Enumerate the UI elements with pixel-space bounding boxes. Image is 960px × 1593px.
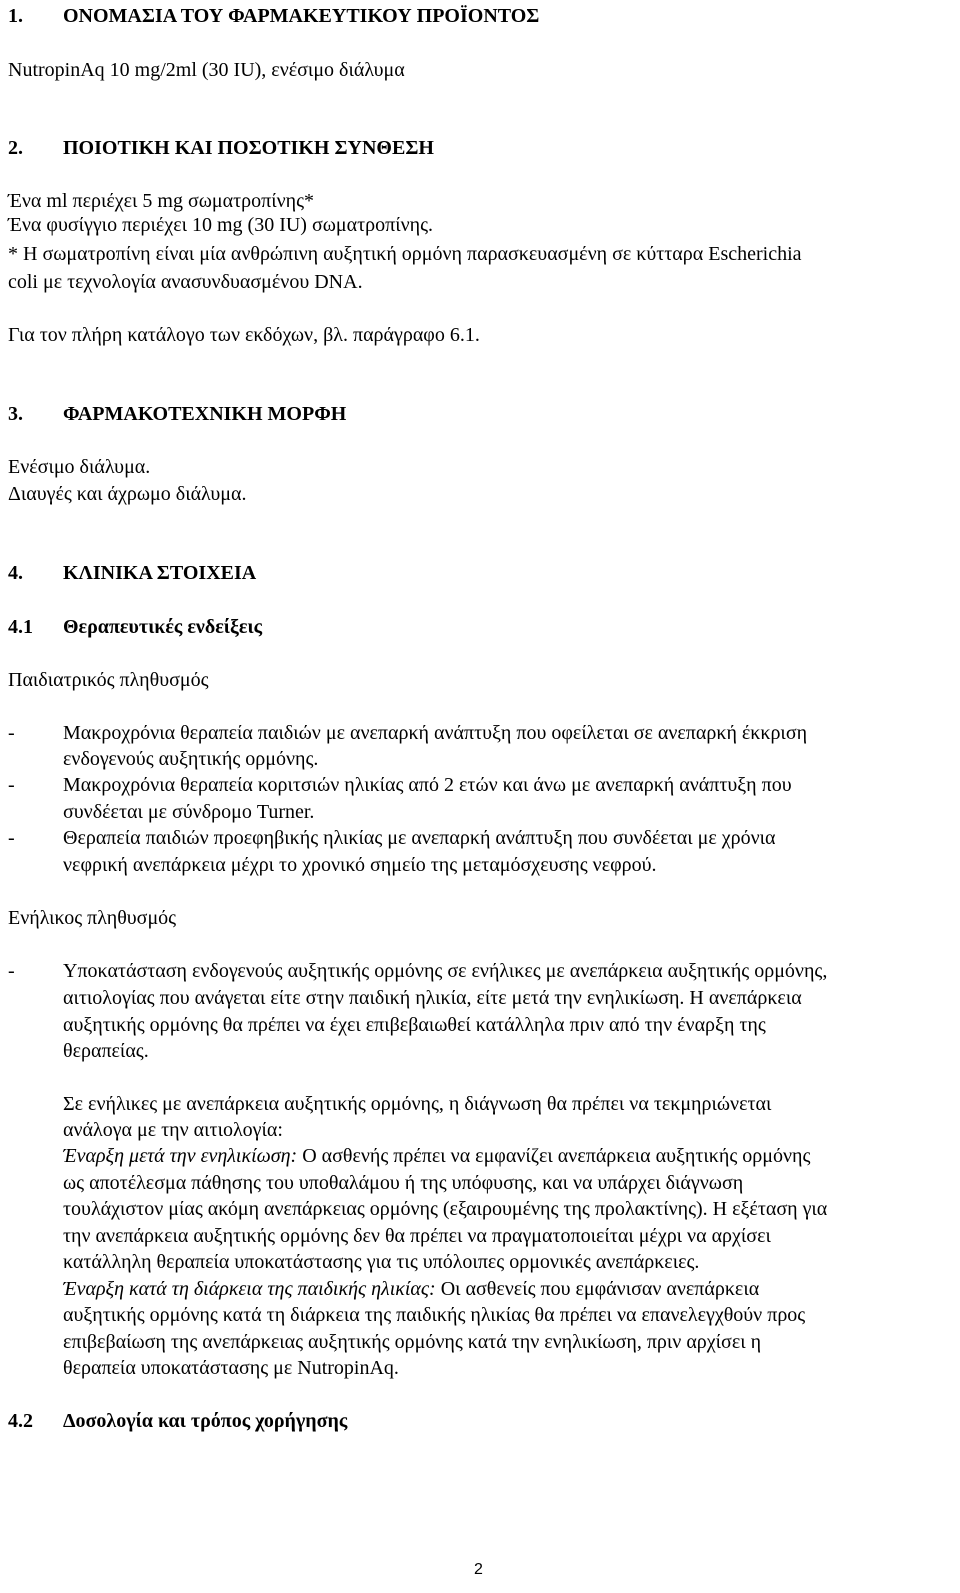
child-onset-line <box>63 1277 759 1301</box>
list-item-line: Μακροχρόνια θεραπεία παιδιών με ανεπαρκή ανάπτυξη που οφείλεται σε ανεπαρκή έκκριση <box>63 722 808 744</box>
list-dash: - <box>8 960 15 982</box>
composition-line: coli με τεχνολογία ανασυνδυασμένου DNA. <box>8 271 363 293</box>
adult-onset-line: κατάλληλη θεραπεία υποκατάστασης για τις υπόλοιπες ορμονικές ανεπάρκειες. <box>63 1251 700 1273</box>
excipients-note: Για τον πλήρη κατάλογο των εκδόχων, βλ. παράγραφο 6.1. <box>8 324 480 346</box>
child-onset-text: Οι ασθενείς που εμφάνισαν ανεπάρκεια <box>435 1278 760 1300</box>
section-4-heading: ΚΛΙΝΙΚΑ ΣΤΟΙΧΕΙΑ <box>63 562 257 584</box>
list-item-line: συνδέεται με σύνδρομο Turner. <box>63 801 315 823</box>
child-onset-label: Έναρξη κατά τη διάρκεια της παιδικής ηλικίας: <box>63 1278 436 1300</box>
form-line: Διαυγές και άχρωμο διάλυμα. <box>8 483 247 505</box>
list-item-line: θεραπείας. <box>63 1040 149 1062</box>
section-3-heading: ΦΑΡΜΑΚΟΤΕΧΝΙΚΗ ΜΟΡΦΗ <box>63 403 347 425</box>
adult-title: Ενήλικος πληθυσμός <box>8 907 177 929</box>
section-3-number: 3. <box>8 403 23 425</box>
child-onset-line: επιβεβαίωση της ανεπάρκειας αυξητικής ορμόνης κατά την ενηλικίωση, πριν αρχίσει η <box>63 1331 762 1353</box>
list-item-line: Μακροχρόνια θεραπεία κοριτσιών ηλικίας από 2 ετών και άνω με ανεπαρκή ανάπτυξη που <box>63 774 792 796</box>
section-4-1-number: 4.1 <box>8 616 33 638</box>
page-number: 2 <box>474 1561 483 1578</box>
list-item-line: αυξητικής ορμόνης θα πρέπει να έχει επιβεβαιωθεί κατάλληλα πριν από την έναρξη της <box>63 1014 766 1036</box>
composition-line: Ένα φυσίγγιο περιέχει 10 mg (30 IU) σωματροπίνης. <box>8 214 434 236</box>
list-item-line: ενδογενούς αυξητικής ορμόνης. <box>63 748 319 770</box>
child-onset-line: αυξητικής ορμόνης κατά τη διάρκεια της παιδικής ηλικίας θα πρέπει να επανελεγχθούν προς <box>63 1304 806 1326</box>
composition-line: * Η σωματροπίνη είναι μία ανθρώπινη αυξητική ορμόνη παρασκευασμένη σε κύτταρα Escherichia <box>8 243 802 265</box>
diagnosis-intro-line: ανάλογα με την αιτιολογία: <box>63 1119 283 1141</box>
section-2-heading: ΠΟΙΟΤΙΚΗ ΚΑΙ ΠΟΣΟΤΙΚΗ ΣΥΝΘΕΣΗ <box>63 137 434 159</box>
section-4-2-heading: Δοσολογία και τρόπος χορήγησης <box>63 1410 348 1432</box>
adult-onset-line: τουλάχιστον μίας ακόμη ανεπάρκειας ορμόνης (εξαιρουμένης της προλακτίνης). Η εξέταση για <box>63 1198 828 1220</box>
section-4-2-number: 4.2 <box>8 1410 33 1432</box>
pediatric-title: Παιδιατρικός πληθυσμός <box>8 669 209 691</box>
list-dash: - <box>8 827 15 849</box>
adult-onset-label: Έναρξη μετά την ενηλικίωση: <box>63 1145 298 1167</box>
adult-onset-line: την ανεπάρκεια αυξητικής ορμόνης δεν θα πρέπει να πραγματοποιείται μέχρι να αρχίσει <box>63 1225 771 1247</box>
section-4-number: 4. <box>8 562 23 584</box>
adult-onset-line <box>63 1144 810 1168</box>
list-item-line: Υποκατάσταση ενδογενούς αυξητικής ορμόνης σε ενήλικες με ανεπάρκεια αυξητικής ορμόνης, <box>63 960 828 982</box>
form-line: Ενέσιμο διάλυμα. <box>8 456 151 478</box>
adult-onset-text: Ο ασθενής πρέπει να εμφανίζει ανεπάρκεια αυξητικής ορμόνης <box>297 1145 811 1167</box>
section-1-number: 1. <box>8 5 23 27</box>
list-item-line: νεφρική ανεπάρκεια μέχρι το χρονικό σημείο της μεταμόσχευσης νεφρού. <box>63 854 657 876</box>
list-item-line: αιτιολογίας που ανάγεται είτε στην παιδική ηλικία, είτε μετά την ενηλικίωση. Η ανεπάρκεια <box>63 987 802 1009</box>
adult-onset-line: ως αποτέλεσμα πάθησης του υποθαλάμου ή της υπόφυσης, και να υπάρχει διάγνωση <box>63 1172 744 1194</box>
product-name: NutropinAq 10 mg/2ml (30 IU), ενέσιμο διάλυμα <box>8 59 405 81</box>
diagnosis-intro-line: Σε ενήλικες με ανεπάρκεια αυξητικής ορμόνης, η διάγνωση θα πρέπει να τεκμηριώνεται <box>63 1093 772 1115</box>
list-dash: - <box>8 774 15 796</box>
child-onset-line: θεραπεία υποκατάστασης με NutropinAq. <box>63 1357 399 1379</box>
list-item-line: Θεραπεία παιδιών προεφηβικής ηλικίας με ανεπαρκή ανάπτυξη που συνδέεται με χρόνια <box>63 827 776 849</box>
section-1-heading: ΟΝΟΜΑΣΙΑ ΤΟΥ ΦΑΡΜΑΚΕΥΤΙΚΟΥ ΠΡΟΪΟΝΤΟΣ <box>63 5 540 27</box>
section-2-number: 2. <box>8 137 23 159</box>
composition-line: Ένα ml περιέχει 5 mg σωματροπίνης* <box>8 190 315 212</box>
list-dash: - <box>8 722 15 744</box>
section-4-1-heading: Θεραπευτικές ενδείξεις <box>63 616 263 638</box>
